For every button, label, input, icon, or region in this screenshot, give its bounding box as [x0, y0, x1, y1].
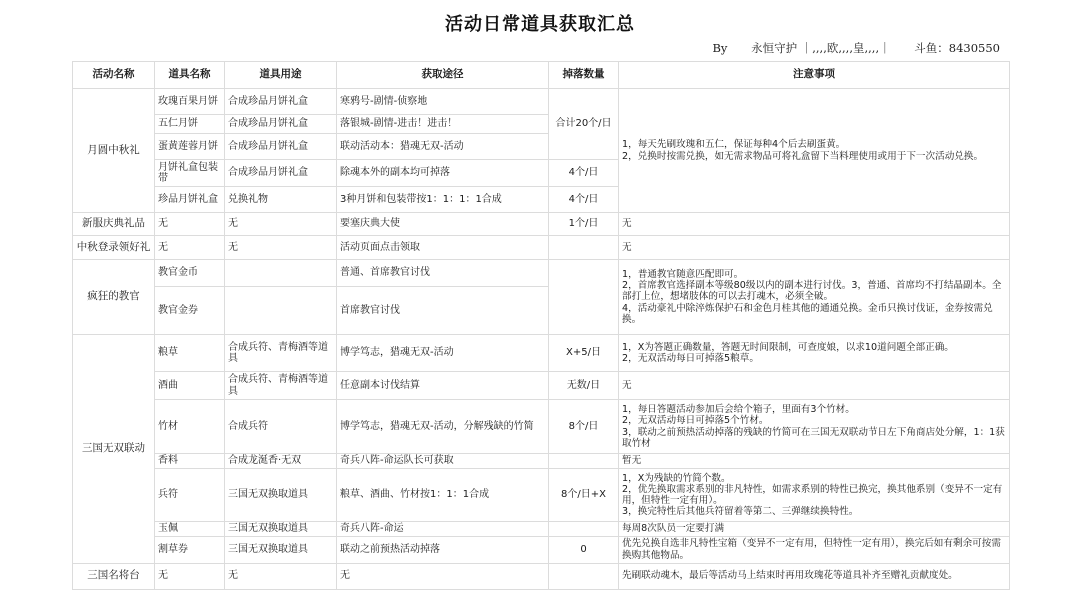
use-cell: 三国无双换取道具 — [225, 469, 337, 522]
drop-cell — [549, 260, 619, 335]
item-cell: 酒曲 — [155, 372, 225, 400]
use-cell: 无 — [225, 236, 337, 260]
note-cell: 1，X为答题正确数量，答题无时间限制，可查度娘，以求10道问题全部正确。 2，无双活动每日可掉落5粮草。 — [619, 335, 1010, 372]
byline — [712, 40, 1000, 56]
table-row — [73, 335, 1010, 372]
note-cell: 1，X为残缺的竹简个数。 2，优先换取需求系别的非凡特性，如需求系别的特性已换完，换其他系别（变异不一定有用，但特性一定有用）。 3，换完特性后其他兵符留着等第二、三弹继续换特性。 — [619, 469, 1010, 522]
source-cell: 落银城-剧情-进击！进击！ — [337, 115, 549, 134]
table-header-row — [73, 62, 1010, 89]
source-cell: 活动页面点击领取 — [337, 236, 549, 260]
activity-cell: 新服庆典礼品 — [73, 213, 155, 236]
table-row — [73, 454, 1010, 469]
note-cell: 无 — [619, 236, 1010, 260]
table-row — [73, 89, 1010, 115]
source-cell: 要塞庆典大使 — [337, 213, 549, 236]
activity-cell: 三国名将台 — [73, 563, 155, 589]
use-cell — [225, 260, 337, 287]
source-cell: 博学笃志，猎魂无双-活动，分解残缺的竹简 — [337, 400, 549, 454]
drop-cell — [549, 236, 619, 260]
use-cell: 兑换礼物 — [225, 187, 337, 213]
use-cell: 合成珍品月饼礼盒 — [225, 89, 337, 115]
item-cell: 竹材 — [155, 400, 225, 454]
item-cell: 无 — [155, 563, 225, 589]
source-cell: 3种月饼和包装带按1：1：1：1合成 — [337, 187, 549, 213]
drop-cell — [549, 522, 619, 537]
use-cell: 无 — [225, 563, 337, 589]
source-cell: 普通、首席教官讨伐 — [337, 260, 549, 287]
item-cell: 教官金券 — [155, 287, 225, 335]
source-cell: 奇兵八阵-命运 — [337, 522, 549, 537]
use-cell: 无 — [225, 213, 337, 236]
table-row — [73, 522, 1010, 537]
note-cell: 1，每天先刷玫瑰和五仁，保证每种4个后去刷蛋黄。 2，兑换时按需兑换，如无需求物品可将礼盒留下当料理使用或用于下一次活动兑换。 — [619, 89, 1010, 213]
summary-table — [72, 61, 1010, 590]
note-cell: 暂无 — [619, 454, 1010, 469]
use-cell: 三国无双换取道具 — [225, 522, 337, 537]
item-cell: 无 — [155, 213, 225, 236]
source-cell: 除魂本外的副本均可掉落 — [337, 160, 549, 187]
use-cell: 合成龙涎香·无双 — [225, 454, 337, 469]
header-source: 获取途径 — [337, 62, 549, 89]
header-activity: 活动名称 — [73, 62, 155, 89]
item-cell: 月饼礼盒包装带 — [155, 160, 225, 187]
use-cell: 合成珍品月饼礼盒 — [225, 134, 337, 160]
activity-cell: 月圆中秋礼 — [73, 89, 155, 213]
source-cell: 首席教官讨伐 — [337, 287, 549, 335]
drop-cell — [549, 563, 619, 589]
table-row — [73, 372, 1010, 400]
use-cell: 合成兵符、青梅酒等道具 — [225, 335, 337, 372]
note-cell: 每周8次队员一定要打满 — [619, 522, 1010, 537]
table-row — [73, 236, 1010, 260]
header-use: 道具用途 — [225, 62, 337, 89]
source-cell: 博学笃志，猎魂无双-活动 — [337, 335, 549, 372]
drop-cell: 8个/日+X — [549, 469, 619, 522]
table-row — [73, 400, 1010, 454]
item-cell: 香料 — [155, 454, 225, 469]
item-cell: 割草券 — [155, 536, 225, 563]
byline-douyu: 斗鱼：8430550 — [914, 41, 1000, 55]
drop-cell: 4个/日 — [549, 187, 619, 213]
item-cell: 珍品月饼礼盒 — [155, 187, 225, 213]
note-cell: 优先兑换自选非凡特性宝箱（变异不一定有用，但特性一定有用），换完后如有剩余可按需换购其他物品。 — [619, 536, 1010, 563]
use-cell: 合成珍品月饼礼盒 — [225, 115, 337, 134]
use-cell: 合成珍品月饼礼盒 — [225, 160, 337, 187]
table-row — [73, 536, 1010, 563]
byline-by: By — [712, 41, 728, 55]
drop-cell: 4个/日 — [549, 160, 619, 187]
activity-cell: 疯狂的教官 — [73, 260, 155, 335]
note-cell: 1，普通教官随意匹配即可。 2，首席教官选择副本等级80级以内的副本进行讨伐。3，普通、首席均不打结晶副本。全部打上位，想堵肢体的可以去打魂木，必须全破。 4，活动豪礼中除淬炼保护石和金色月桂其他的通通兑换。金币只换讨伐证，金券按需兑换。 — [619, 260, 1010, 335]
drop-cell: 8个/日 — [549, 400, 619, 454]
source-cell: 寒鸦号-剧情-侦察地 — [337, 89, 549, 115]
table-row — [73, 260, 1010, 287]
drop-cell — [549, 454, 619, 469]
activity-cell: 三国无双联动 — [73, 335, 155, 564]
activity-cell: 中秋登录领好礼 — [73, 236, 155, 260]
source-cell: 奇兵八阵-命运队长可获取 — [337, 454, 549, 469]
use-cell — [225, 287, 337, 335]
item-cell: 兵符 — [155, 469, 225, 522]
note-cell: 无 — [619, 372, 1010, 400]
item-cell: 玫瑰百果月饼 — [155, 89, 225, 115]
source-cell: 粮草、酒曲、竹材按1：1：1合成 — [337, 469, 549, 522]
header-note: 注意事项 — [619, 62, 1010, 89]
page-title: 活动日常道具获取汇总 — [445, 14, 635, 35]
item-cell: 五仁月饼 — [155, 115, 225, 134]
item-cell: 玉佩 — [155, 522, 225, 537]
note-cell: 1，每日答题活动参加后会给个箱子，里面有3个竹材。 2，无双活动每日可掉落5个竹材。 3，联动之前预热活动掉落的残缺的竹简可在三国无双联动节日左下角商店处分解，1：1获取竹材 — [619, 400, 1010, 454]
source-cell: 联动活动本：猎魂无双-活动 — [337, 134, 549, 160]
table-row — [73, 563, 1010, 589]
drop-cell: 1个/日 — [549, 213, 619, 236]
header-drop: 掉落数量 — [549, 62, 619, 89]
drop-cell: X+5/日 — [549, 335, 619, 372]
use-cell: 合成兵符、青梅酒等道具 — [225, 372, 337, 400]
item-cell: 无 — [155, 236, 225, 260]
header-item: 道具名称 — [155, 62, 225, 89]
source-cell: 任意副本讨伐结算 — [337, 372, 549, 400]
table-row — [73, 213, 1010, 236]
item-cell: 粮草 — [155, 335, 225, 372]
drop-cell: 无数/日 — [549, 372, 619, 400]
source-cell: 无 — [337, 563, 549, 589]
note-cell: 先刷联动魂木，最后等活动马上结束时再用玫瑰花等道具补齐至赠礼贡献度处。 — [619, 563, 1010, 589]
use-cell: 三国无双换取道具 — [225, 536, 337, 563]
drop-cell: 0 — [549, 536, 619, 563]
table-row — [73, 469, 1010, 522]
source-cell: 联动之前预热活动掉落 — [337, 536, 549, 563]
use-cell: 合成兵符 — [225, 400, 337, 454]
drop-cell: 合计20个/日 — [549, 89, 619, 160]
note-cell: 无 — [619, 213, 1010, 236]
item-cell: 教官金币 — [155, 260, 225, 287]
item-cell: 蛋黄莲蓉月饼 — [155, 134, 225, 160]
byline-author: 永恒守护 ｜,,,,欧,,,,皇,,,,｜ — [751, 41, 891, 55]
